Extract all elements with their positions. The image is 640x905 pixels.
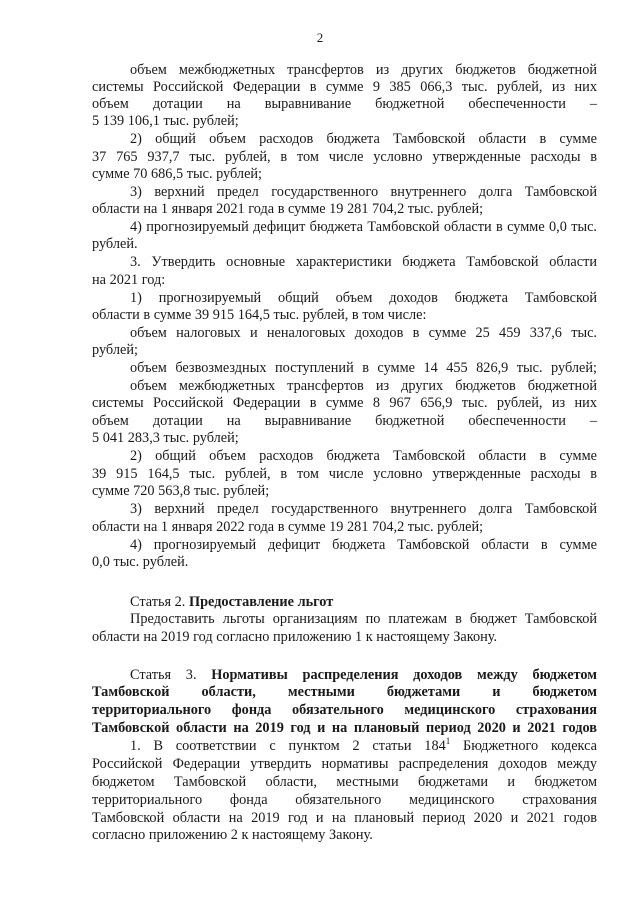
text-line: объем межбюджетных трансфертов из других бюджетов бюджетной — [130, 378, 597, 394]
text-line: 3) верхний предел государственного внутреннего долга Тамбовской — [130, 184, 597, 200]
text-line: области на 1 января 2022 года в сумме 19 281 704,2 тыс. рублей; — [92, 519, 484, 535]
text-line: объем межбюджетных трансфертов из других бюджетов бюджетной — [130, 62, 597, 78]
text-line: сумме 720 563,8 тыс. рублей; — [92, 483, 270, 499]
article-2-title: Предоставление льгот — [188, 594, 334, 610]
article-2-prefix: Статья 2. — [130, 594, 189, 610]
text-line: 2) общий объем расходов бюджета Тамбовской области в сумме — [130, 448, 597, 464]
text-line: сумме 70 686,5 тыс. рублей; — [92, 166, 263, 182]
text-line: бюджетом Тамбовской области, местными бюджетами и бюджетом — [92, 774, 597, 790]
text-line: Российской Федерации утвердить нормативы распределения доходов между — [92, 756, 597, 772]
text-line: 3. Утвердить основные характеристики бюджета Тамбовской области — [130, 254, 597, 270]
text-line: согласно приложению 2 к настоящему Закону. — [92, 827, 373, 843]
text-line: 4) прогнозируемый дефицит бюджета Тамбовской области в сумме — [130, 537, 597, 553]
text-line: 5 041 283,3 тыс. рублей; — [92, 430, 239, 446]
article-2-heading — [130, 594, 597, 610]
text-line: Тамбовской области на 2019 год и на плановый период 2020 и 2021 годов — [92, 810, 597, 826]
page-number: 2 — [316, 30, 324, 45]
article-3-title-line: территориального фонда обязательного медицинского страхования — [92, 702, 597, 718]
text-line: 2) общий объем расходов бюджета Тамбовской области в сумме — [130, 131, 597, 147]
text-line: системы Российской Федерации в сумме 8 967 656,9 тыс. рублей, из них — [92, 395, 597, 411]
text-line: 1) прогнозируемый общий объем доходов бюджета Тамбовской — [130, 290, 597, 306]
text-line: 5 139 106,1 тыс. рублей; — [92, 113, 239, 129]
text-line: 3) верхний предел государственного внутреннего долга Тамбовской — [130, 501, 597, 517]
text-line: области на 1 января 2021 года в сумме 19 281 704,2 тыс. рублей; — [92, 201, 484, 217]
article-3-title-line: Тамбовской области на 2019 год и на плановый период 2020 и 2021 годов — [92, 720, 597, 736]
text-line: рублей. — [92, 236, 138, 252]
text-line: 37 765 937,7 тыс. рублей, в том числе условно утвержденные расходы в — [92, 149, 597, 165]
article-3-prefix: Статья 3. — [130, 667, 212, 683]
text-line: объем дотации на выравнивание бюджетной обеспеченности – — [92, 96, 597, 112]
article-3-paragraph-start — [130, 738, 597, 754]
text-line: области в сумме 39 915 164,5 тыс. рублей, в том числе: — [92, 307, 427, 323]
article-3-heading — [130, 667, 597, 683]
superscript: 1 — [445, 736, 451, 747]
text-line: 0,0 тыс. рублей. — [92, 554, 189, 570]
text-line: Предоставить льготы организациям по платежам в бюджет Тамбовской — [130, 611, 597, 627]
text-line: объем дотации на выравнивание бюджетной обеспеченности – — [92, 413, 597, 429]
text-line: территориального фонда обязательного медицинского страхования — [92, 792, 597, 808]
article-3-title: Нормативы распределения доходов между бюджетом — [211, 667, 597, 683]
text-line: области на 2019 год согласно приложению 1 к настоящему Закону. — [92, 629, 498, 645]
text-line: объем налоговых и неналоговых доходов в сумме 25 459 337,6 тыс. — [130, 325, 597, 341]
text-line: 39 915 164,5 тыс. рублей, в том числе условно утвержденные расходы в — [92, 466, 597, 482]
text-line: на 2021 год: — [92, 272, 166, 288]
text-line: рублей; — [92, 342, 138, 358]
text-line: 4) прогнозируемый дефицит бюджета Тамбовской области в сумме 0,0 тыс. — [130, 219, 597, 235]
article-3-title-line: Тамбовской области, местными бюджетами и бюджетом — [92, 684, 597, 700]
text-fragment: 1. В соответствии с пунктом 2 статьи 184 — [130, 738, 446, 754]
text-line: объем безвозмездных поступлений в сумме 14 455 826,9 тыс. рублей; — [130, 360, 597, 376]
text-line: системы Российской Федерации в сумме 9 385 066,3 тыс. рублей, из них — [92, 79, 597, 95]
text-fragment: Бюджетного кодекса — [450, 738, 598, 754]
